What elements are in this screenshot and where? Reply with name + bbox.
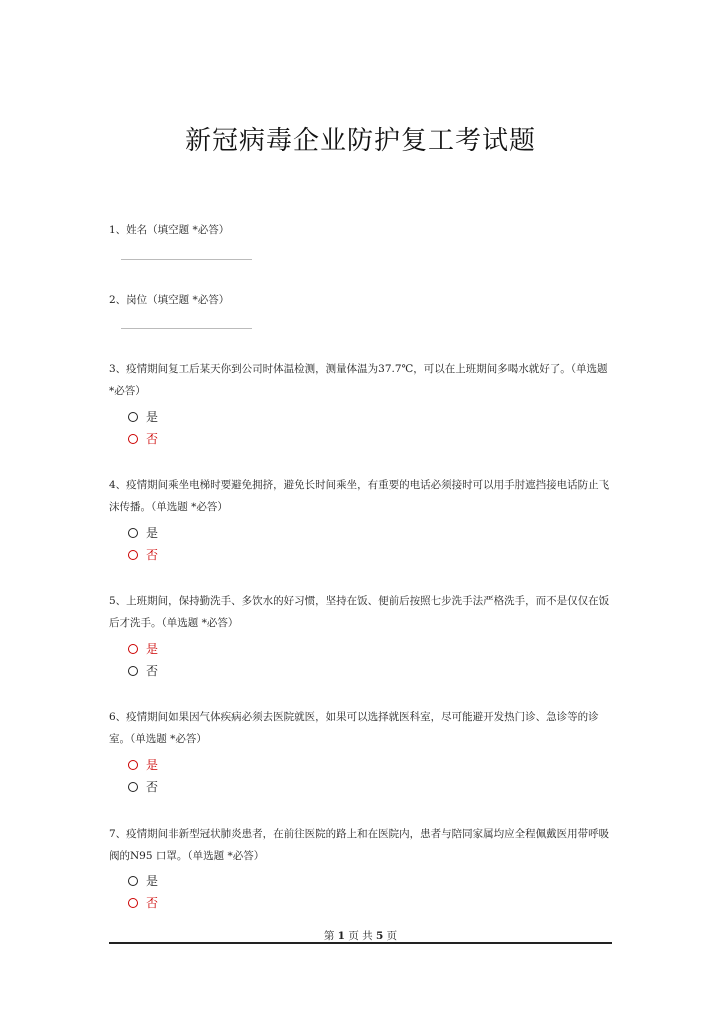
q3-option-yes[interactable] bbox=[128, 409, 158, 425]
option-label: 是 bbox=[146, 526, 159, 540]
footer-middle: 页 共 bbox=[348, 930, 373, 942]
question-2: 2、岗位（填空题 *必答） bbox=[109, 294, 230, 306]
footer-total-pages: 5 bbox=[376, 930, 384, 942]
radio-circle-icon bbox=[128, 876, 138, 886]
footer-divider bbox=[109, 942, 612, 944]
radio-circle-icon bbox=[128, 412, 138, 422]
radio-circle-icon bbox=[128, 550, 138, 560]
q5-option-no[interactable] bbox=[128, 663, 158, 679]
radio-circle-icon bbox=[128, 760, 138, 770]
option-label: 是 bbox=[146, 642, 159, 656]
q7-option-no[interactable] bbox=[128, 895, 158, 911]
q6-option-no[interactable] bbox=[128, 779, 158, 795]
question-5: 5、上班期间，保持勤洗手、多饮水的好习惯，坚持在饭、便前后按照七步洗手法严格洗手，而不是仅仅在饭后才洗手。（单选题 *必答） bbox=[109, 595, 610, 629]
q7-option-yes[interactable] bbox=[128, 873, 158, 889]
radio-circle-icon bbox=[128, 528, 138, 538]
footer-suffix: 页 bbox=[386, 930, 398, 942]
option-label: 是 bbox=[146, 410, 159, 424]
answer-blank-position[interactable] bbox=[121, 328, 252, 329]
question-3: 3、疫情期间复工后某天你到公司时体温检测，测量体温为37.7℃，可以在上班期间多喝水就好了。（单选题 *必答） bbox=[109, 363, 608, 397]
option-label: 否 bbox=[146, 664, 159, 678]
q3-option-no[interactable] bbox=[128, 431, 158, 447]
question-1: 1、姓名（填空题 *必答） bbox=[109, 224, 230, 236]
footer-page-number: 1 bbox=[337, 930, 345, 942]
option-label: 否 bbox=[146, 432, 159, 446]
radio-circle-icon bbox=[128, 434, 138, 444]
q4-option-yes[interactable] bbox=[128, 525, 158, 541]
option-label: 是 bbox=[146, 874, 159, 888]
q4-option-no[interactable] bbox=[128, 547, 158, 563]
page-footer bbox=[0, 928, 721, 943]
answer-blank-name[interactable] bbox=[121, 259, 252, 260]
option-label: 否 bbox=[146, 896, 159, 910]
q5-option-yes[interactable] bbox=[128, 641, 158, 657]
page-title: 新冠病毒企业防护复工考试题 bbox=[184, 126, 536, 156]
question-7: 7、疫情期间非新型冠状肺炎患者，在前往医院的路上和在医院内，患者与陪同家属均应全程佩戴医用带呼吸阀的N95 口罩。（单选题 *必答） bbox=[109, 828, 610, 862]
radio-circle-icon bbox=[128, 782, 138, 792]
option-label: 否 bbox=[146, 548, 159, 562]
question-6: 6、疫情期间如果因气体疾病必须去医院就医，如果可以选择就医科室，尽可能避开发热门诊、急诊等的诊室。（单选题 *必答） bbox=[109, 711, 599, 745]
footer-prefix: 第 bbox=[323, 930, 335, 942]
q6-option-yes[interactable] bbox=[128, 757, 158, 773]
option-label: 是 bbox=[146, 758, 159, 772]
option-label: 否 bbox=[146, 780, 159, 794]
radio-circle-icon bbox=[128, 898, 138, 908]
question-4: 4、疫情期间乘坐电梯时要避免拥挤，避免长时间乘坐，有重要的电话必须接时可以用手肘遮挡接电话防止飞沫传播。（单选题 *必答） bbox=[109, 479, 610, 513]
radio-circle-icon bbox=[128, 666, 138, 676]
radio-circle-icon bbox=[128, 644, 138, 654]
